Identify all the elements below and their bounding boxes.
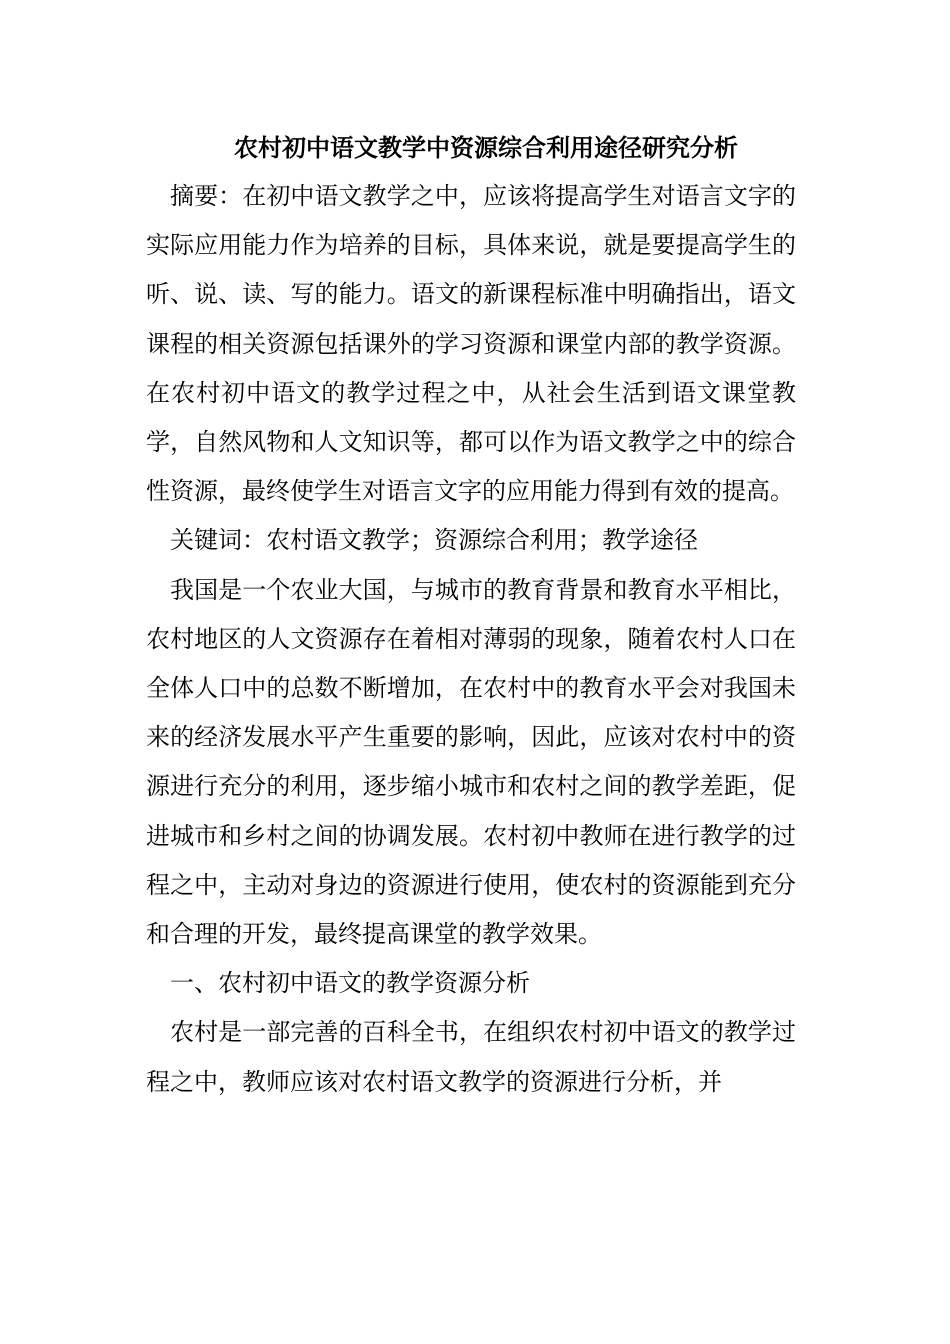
intro-paragraph: 我国是一个农业大国，与城市的教育背景和教育水平相比，农村地区的人文资源存在着相对薄弱的现象，随着农村人口在全体人口中的总数不断增加，在农村中的教育水平会对我国未来的经济发展水平产生重要的影响，因此，应该对农村中的资源进行充分的利用，逐步缩小城市和农村之间的教学差距，促进城市和乡村之间的协调发展。农村初中教师在进行教学的过程之中，主动对身边的资源进行使用，使农村的资源能到充分和合理的开发，最终提高课堂的教学效果。 xyxy=(146,575,796,949)
abstract-paragraph: 摘要：在初中语文教学之中，应该将提高学生对语言文字的实际应用能力作为培养的目标，具体来说，就是要提高学生的听、说、读、写的能力。语文的新课程标准中明确指出，语文课程的相关资源包括课外的学习资源和课堂内部的教学资源。在农村初中语文的教学过程之中，从社会生活到语文课堂教学，自然风物和人文知识等，都可以作为语文教学之中的综合性资源，最终使学生对语言文字的应用能力得到有效的提高。 xyxy=(146,182,796,506)
section-heading: 一、农村初中语文的教学资源分析 xyxy=(170,969,530,998)
keywords-paragraph: 关键词：农村语文教学；资源综合利用；教学途径 xyxy=(170,526,698,555)
document-title: 农村初中语文教学中资源综合利用途径研究分析 xyxy=(234,133,738,162)
document-body xyxy=(146,126,796,1107)
section-paragraph: 农村是一部完善的百科全书，在组织农村初中语文的教学过程之中，教师应该对农村语文教学的资源进行分析，并 xyxy=(146,1018,796,1096)
